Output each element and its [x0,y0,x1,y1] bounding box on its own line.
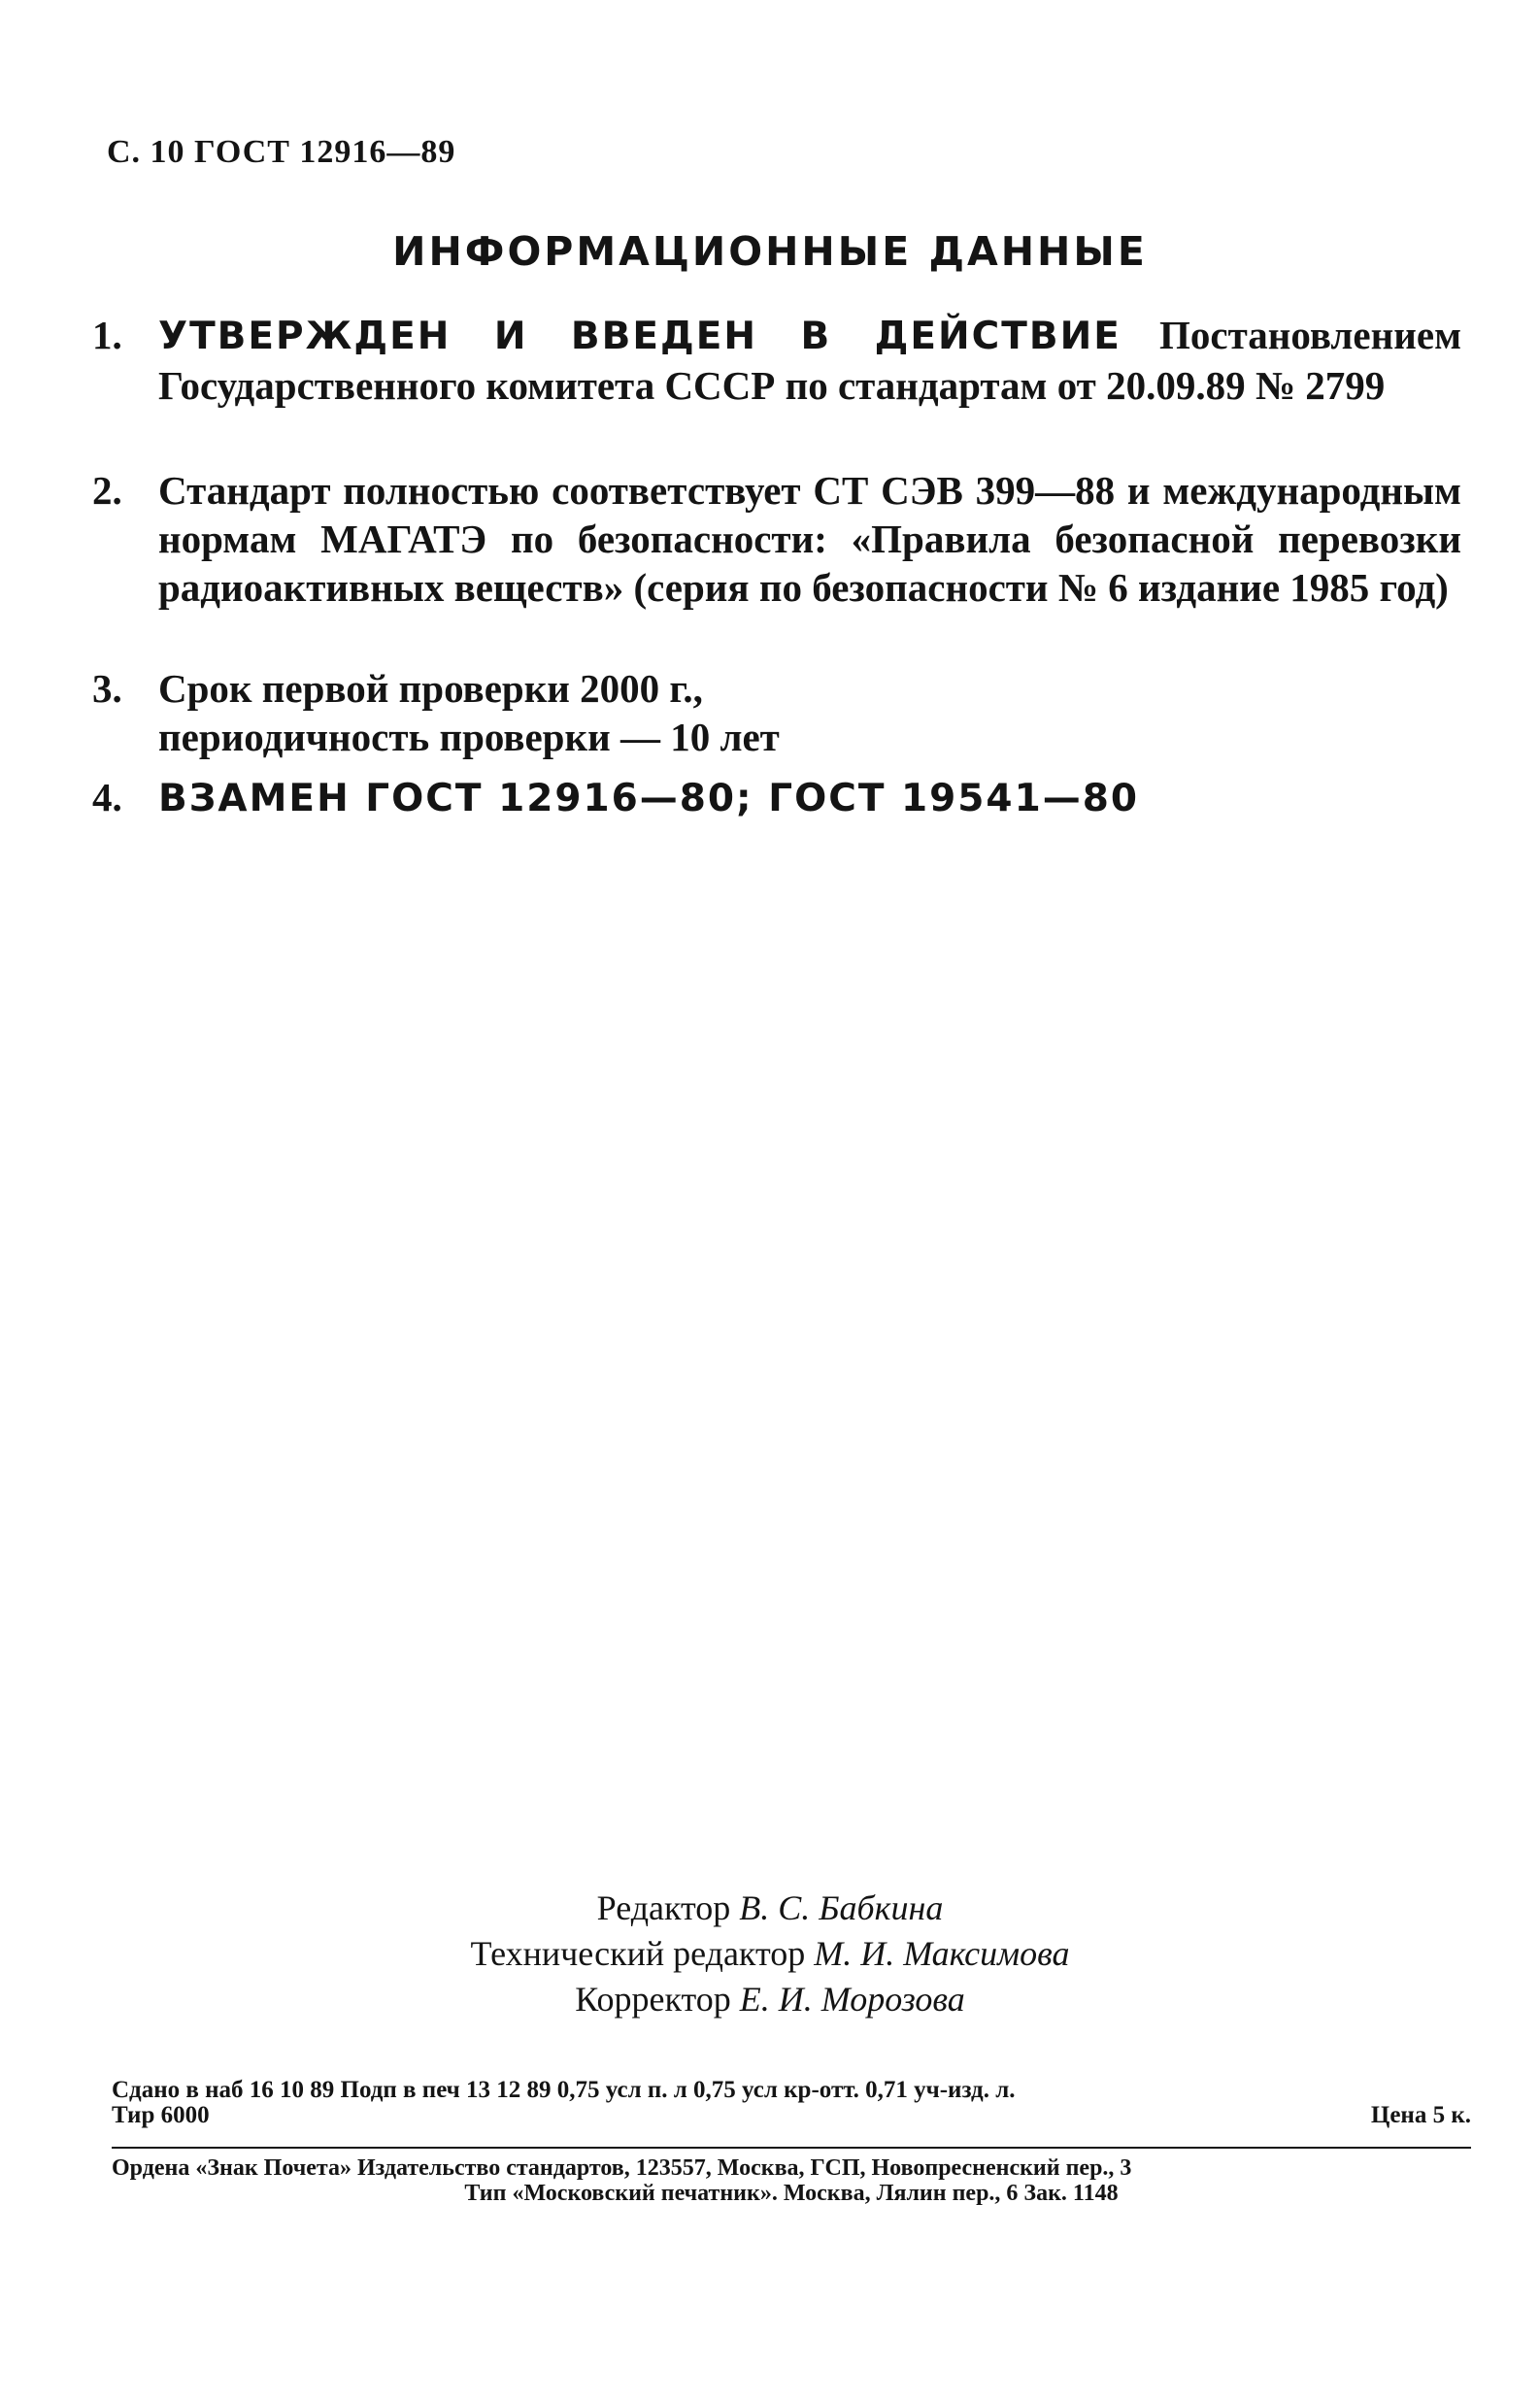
price: Цена 5 к. [1370,2102,1471,2128]
credit-editor [0,1886,1540,1931]
credit-name: М. И. Максимова [814,1934,1070,1973]
imprint-line-2 [112,2103,1471,2128]
item-heading: ВЗАМЕН ГОСТ 12916—80; ГОСТ 19541—80 [158,777,1139,820]
imprint-line-1 [112,2078,1471,2103]
item-body [158,773,1461,823]
item-line: Срок первой проверки 2000 г., [158,666,703,711]
credits-block [0,1886,1540,2022]
credit-role: Редактор [596,1888,731,1927]
page-title: ИНФОРМАЦИОННЫЕ ДАННЫЕ [392,228,1148,275]
imprint-details: Сдано в наб 16 10 89 Подп в печ 13 12 89 0,75 усл п. л 0,75 усл кр-отт. 0,71 уч-изд. л. [112,2077,1016,2103]
item-body [158,311,1461,410]
item-number: 2. [92,468,122,513]
item-text: Постановлением Государственного комитета СССР по стандартам от 20.09.89 № 2799 [158,313,1462,408]
credit-proofreader [0,1977,1540,2022]
info-item-1 [92,311,1461,410]
item-text: Стандарт полностью соответствует СТ СЭВ 399—88 и международным нормам МАГАТЭ по безопасности: «Правила безопасной перевозки радиоактивных веществ» (серия по безопасности № 6 издание 1985 год) [158,468,1461,610]
print-run: Тир 6000 [112,2102,210,2128]
credit-role: Технический редактор [470,1934,806,1973]
item-heading: УТВЕРЖДЕН И ВВЕДЕН В ДЕЙСТВИЕ [158,315,1122,358]
publisher-info [112,2155,1471,2206]
item-number: 4. [92,775,122,819]
item-number: 1. [92,313,122,357]
publisher-line: Ордена «Знак Почета» Издательство стандартов, 123557, Москва, ГСП, Новопресненский пер., 3 [112,2155,1132,2181]
item-line: периодичность проверки — 10 лет [158,715,780,759]
item-body [158,664,1461,761]
info-item-3 [92,664,1461,761]
credit-name: Е. И. Морозова [739,1980,965,2019]
info-item-2 [92,466,1461,612]
item-number: 3. [92,666,122,711]
info-item-4 [92,773,1461,823]
credit-name: В. С. Бабкина [739,1888,944,1927]
print-imprint [112,2078,1471,2128]
page-header: С. 10 ГОСТ 12916—89 [107,134,456,170]
printer-line: Тип «Московский печатник». Москва, Лялин пер., 6 Зак. 1148 [464,2181,1119,2206]
credit-role: Корректор [575,1980,731,2019]
divider [112,2147,1471,2149]
credit-technical-editor [0,1931,1540,1977]
